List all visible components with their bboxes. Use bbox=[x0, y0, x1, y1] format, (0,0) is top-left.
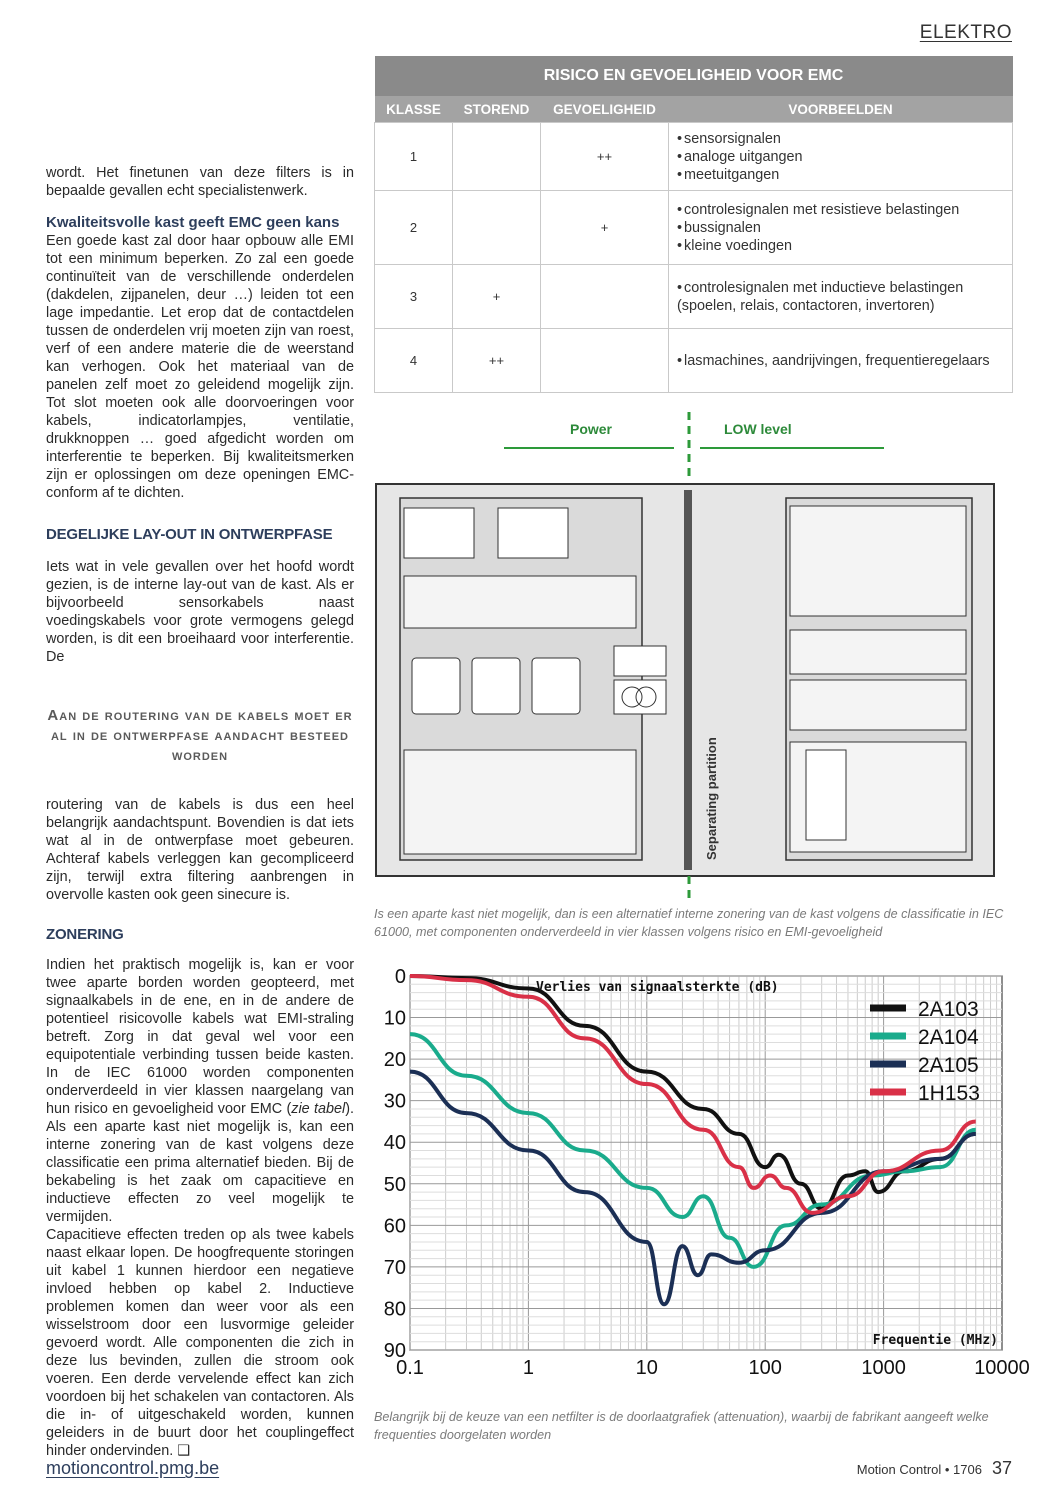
terminal-block-group bbox=[790, 506, 966, 616]
cell-klasse: 3 bbox=[375, 265, 453, 329]
col-header-storend: STOREND bbox=[453, 96, 541, 123]
cell-storend: + bbox=[453, 265, 541, 329]
drive-unit bbox=[532, 658, 580, 714]
x-axis bbox=[396, 1357, 1030, 1379]
magazine-issue: Motion Control • 1706 bbox=[856, 1462, 982, 1477]
inverter-symbol bbox=[614, 646, 666, 676]
module bbox=[498, 508, 568, 558]
cell-voorbeelden bbox=[669, 265, 1013, 329]
table-title: RISICO EN GEVOELIGHEID VOOR EMC bbox=[375, 56, 1013, 96]
emc-risk-table bbox=[374, 56, 1013, 393]
diagram-caption: Is een aparte kast niet mogelijk, dan is een alternatief interne zonering van de kast volgens de classificatie in IEC 61000, met componenten onderverdeeld in vier klassen volgens risico en EMI-gevoeligheid bbox=[374, 907, 1004, 939]
x-tick-label: 1 bbox=[522, 1357, 534, 1379]
y-tick-label: 10 bbox=[383, 1007, 406, 1030]
legend-label: 2A104 bbox=[918, 1026, 979, 1049]
list-item: • kleine voedingen bbox=[677, 237, 1004, 255]
heading-zonering: ZONERING bbox=[46, 926, 124, 943]
y-tick-label: 0 bbox=[394, 966, 406, 988]
din-rail bbox=[790, 630, 966, 674]
power-label: Power bbox=[569, 421, 612, 437]
list-item: • lasmachines, aandrijvingen, frequentieregelaars bbox=[677, 352, 1004, 370]
heading-kast: Kwaliteitsvolle kast geeft EMC geen kans bbox=[46, 214, 340, 231]
drive-unit bbox=[472, 658, 520, 714]
low-level-label: LOW level bbox=[724, 421, 792, 437]
attenuation-chart bbox=[380, 962, 1030, 1392]
x-tick-label: 10 bbox=[635, 1357, 658, 1379]
table-row bbox=[375, 123, 1013, 191]
legend-label: 2A103 bbox=[918, 998, 979, 1021]
article-left-column bbox=[46, 164, 354, 1460]
section-tag: ELEKTRO bbox=[919, 22, 1012, 43]
paragraph-layout: Iets wat in vele gevallen over het hoofd wordt gezien, is de interne lay-out van de kast. Als er bijvoorbeeld sensorkabels naast voedingskabels voor grote vermogens gelegd worden, is dit een broeihaard voor interferentie. De bbox=[46, 559, 354, 665]
cell-klasse: 1 bbox=[375, 123, 453, 191]
list-item: • controlesignalen met inductieve belastingen (spoelen, relais, contactoren, invertoren) bbox=[677, 279, 1004, 315]
cell-voorbeelden bbox=[669, 329, 1013, 393]
drive-unit bbox=[412, 658, 460, 714]
cell-gevoeligheid bbox=[541, 265, 669, 329]
din-rail bbox=[404, 750, 636, 854]
y-tick-label: 50 bbox=[383, 1173, 406, 1196]
cell-gevoeligheid: + bbox=[541, 191, 669, 265]
col-header-klasse: KLASSE bbox=[375, 96, 453, 123]
list-item: • analoge uitgangen bbox=[677, 148, 1004, 166]
cell-klasse: 2 bbox=[375, 191, 453, 265]
paragraph-routering: routering van de kabels is dus een heel belangrijk aandachtspunt. Bovendien is dat iets wat al in de ontwerpfase moet gebeuren. Achteraf kabels verleggen kan gecompliceerd zijn, terwijl extra filtering aanbrengen in overvolle kasten ook geen sinecure is. bbox=[46, 797, 354, 903]
table-reference: zie tabel bbox=[291, 1101, 346, 1117]
list-item: • sensorsignalen bbox=[677, 130, 1004, 148]
cell-storend: ++ bbox=[453, 329, 541, 393]
col-header-voorbeelden: VOORBEELDEN bbox=[669, 96, 1013, 123]
x-tick-label: 1000 bbox=[861, 1357, 906, 1379]
chart-caption: Belangrijk bij de keuze van een netfilter is de doorlaatgrafiek (attenuation), waarbij de fabrikant aangeeft welke frequenties doorgelaten worden bbox=[374, 1410, 989, 1442]
list-item: • controlesignalen met resistieve belastingen bbox=[677, 201, 1004, 219]
cabinet-zoning-diagram bbox=[374, 410, 1004, 900]
cell-voorbeelden bbox=[669, 123, 1013, 191]
intro-paragraph: wordt. Het finetunen van deze filters is in bepaalde gevallen echt specialistenwerk. bbox=[46, 165, 354, 199]
x-axis-label: Frequentie (MHz) bbox=[872, 1333, 998, 1348]
table-row bbox=[375, 329, 1013, 393]
cell-voorbeelden bbox=[669, 191, 1013, 265]
y-tick-label: 20 bbox=[383, 1049, 406, 1072]
cell-storend bbox=[453, 123, 541, 191]
y-tick-label: 40 bbox=[383, 1132, 406, 1155]
paragraph-zonering-2: Capacitieve effecten treden op als twee kabels naast elkaar lopen. De hoogfrequente storingen uit kabel 1 kunnen hierdoor een negatieve invloed hebben op kabel 2. Inductieve problemen komen dan weer voor als een wisselstroom door een lusvormige geleider gevoerd wordt. Alle componenten die zich in deze lus bevinden, zullen die stroom ook voeren. Een derde vervelende effect kan zich voordoen bij het schakelen van contactoren. Als die in- of uitgeschakeld worden, kunnen geleiders in de buurt door het couplingeffect hinder ondervinden. ❑ bbox=[46, 1227, 354, 1459]
y-tick-label: 60 bbox=[383, 1215, 406, 1238]
x-tick-label: 10000 bbox=[974, 1357, 1030, 1379]
list-item: • meetuitgangen bbox=[677, 166, 1004, 184]
pull-quote: Aan de routering van de kabels moet er al in de ontwerpfase aandacht besteed worden bbox=[47, 707, 353, 764]
footer-info bbox=[857, 1458, 1012, 1479]
legend-label: 1H153 bbox=[918, 1082, 980, 1105]
table-row bbox=[375, 191, 1013, 265]
list-item: • bussignalen bbox=[677, 219, 1004, 237]
din-rail bbox=[404, 576, 636, 628]
chart-title: Verlies van signaalsterkte (dB) bbox=[536, 980, 779, 995]
x-tick-label: 100 bbox=[748, 1357, 782, 1379]
cell-klasse: 4 bbox=[375, 329, 453, 393]
module bbox=[404, 508, 474, 558]
controller-unit bbox=[806, 750, 846, 840]
table-row bbox=[375, 265, 1013, 329]
y-tick-label: 70 bbox=[383, 1256, 406, 1279]
partition-label: Separating partition bbox=[704, 737, 719, 860]
y-axis bbox=[384, 966, 406, 1362]
y-tick-label: 80 bbox=[383, 1298, 406, 1321]
y-tick-label: 90 bbox=[383, 1340, 406, 1362]
paragraph-zonering-1: Indien het praktisch mogelijk is, kan er voor twee aparte borden worden geopteerd, met signaalkabels in de ene, en in de andere de potentieel risicovolle kabels wat EMI-straling betreft. Zorg in dat geval wel voor een equipotentiale verbinding tussen beide kasten. In de IEC 61000 worden componenten onderverdeeld in vier klassen naargelang van hun risico en gevoeligheid voor EMC (zie tabel). Als een aparte kast niet mogelijk is, kan een interne zonering van de kast volgens deze classificatie een prima alternatief bieden. Bij de bekabeling is het zaak om capacitieve en inductieve effecten zo veel mogelijk te vermijden. bbox=[46, 957, 354, 1225]
heading-layout: DEGELIJKE LAY-OUT IN ONTWERPFASE bbox=[46, 526, 333, 543]
page-number: 37 bbox=[991, 1458, 1012, 1478]
col-header-gevoeligheid: GEVOELIGHEID bbox=[541, 96, 669, 123]
paragraph-kast: Een goede kast zal door haar opbouw alle EMI tot een minimum beperken. Zo zal een goede continuïteit van de verschillende onderdelen (dakdelen, zijpanelen, deur …) leiden tot een lage impedantie. Let erop dat de contactdelen tussen de onderdelen vrij moeten zijn van roest, verf of een andere materie die de weerstand kan verhogen. Ook het materiaal van de panelen zelf moet zo geleidend mogelijk zijn. Tot slot moeten ook alle doorvoeringen voor kabels, indicatorlampjes, ventilatie, drukknoppen … goed afgedicht worden om interferentie te beperken. Bij kwaliteitsmerken zijn er oplossingen om deze openingen EMC-conform af te dichten. bbox=[46, 233, 354, 501]
din-rail bbox=[790, 680, 966, 730]
cell-gevoeligheid: ++ bbox=[541, 123, 669, 191]
x-tick-label: 0.1 bbox=[396, 1357, 424, 1379]
legend-label: 2A105 bbox=[918, 1054, 979, 1077]
website-link[interactable]: motioncontrol.pmg.be bbox=[46, 1458, 220, 1478]
cell-storend bbox=[453, 191, 541, 265]
y-tick-label: 30 bbox=[383, 1090, 406, 1113]
separating-partition bbox=[684, 490, 692, 870]
cell-gevoeligheid bbox=[541, 329, 669, 393]
